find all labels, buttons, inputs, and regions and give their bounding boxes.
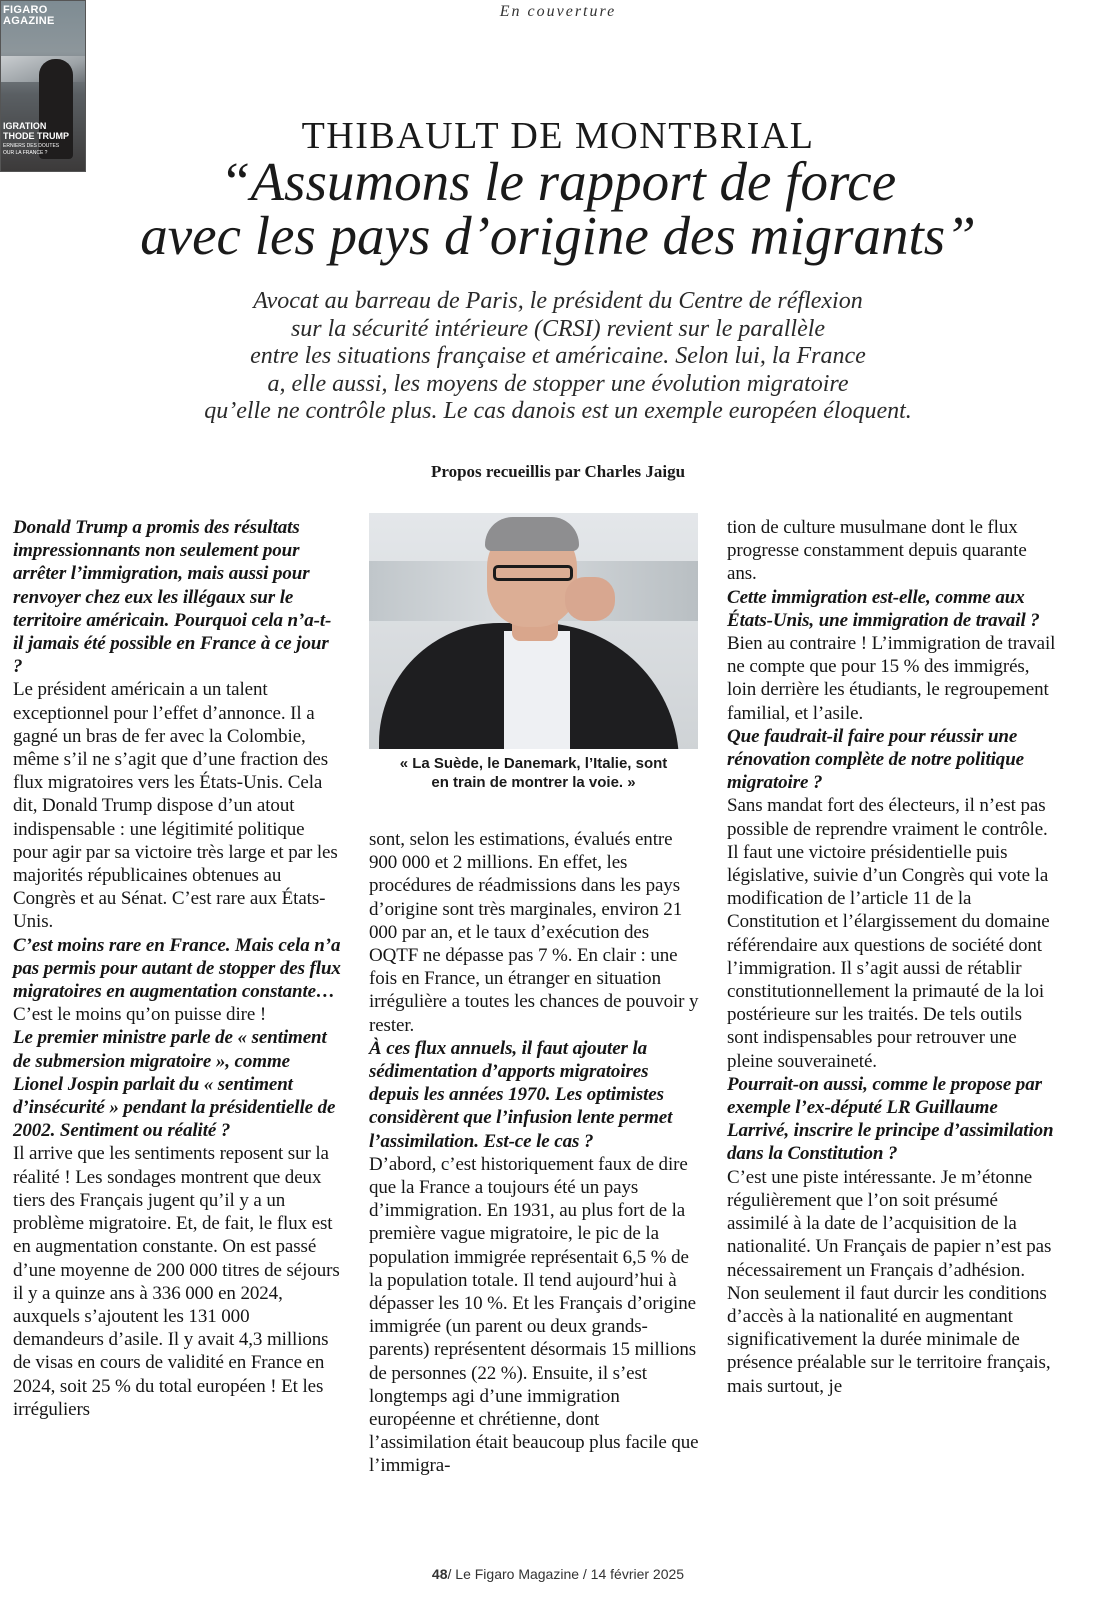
standfirst-line: a, elle aussi, les moyens de stopper une évolution migratoire xyxy=(267,370,849,397)
answer-paragraph: Le président américain a un talent exceptionnel pour l’effet d’annonce. Il a gagné un bras de fer avec la Colombie, même s’il ne s’agit que d’une fraction des flux migratoires vers les États-Unis. Cela dit, Donald Trump dispose d’un atout indispensable : une légitimité politique pour agir par sa victoire très large et par les majorités républicaines obtenues au Congrès et au Sénat. C’est rare aux États-Unis. xyxy=(13,679,338,933)
cover-headline-1: IGRATION xyxy=(3,121,47,131)
photo-caption xyxy=(369,754,698,792)
title-line: “Assumons le rapport de force xyxy=(219,151,897,212)
question-paragraph: Donald Trump a promis des résultats impressionnants non seulement pour arrêter l’immigration, mais aussi pour renvoyer chez eux les illégaux sur le territoire américain. Pourquoi cela n’a-t-il jamais été possible en France à ce jour ? xyxy=(13,517,332,678)
question-paragraph: C’est moins rare en France. Mais cela n’a pas permis pour autant de stopper des flux migratoires en augmentation constante… xyxy=(13,934,341,1003)
cover-subline-2: OUR LA FRANCE ? xyxy=(3,150,48,156)
answer-paragraph: tion de culture musulmane dont le flux progresse constamment depuis quarante ans. xyxy=(727,517,1027,585)
answer-paragraph: D’abord, c’est historiquement faux de dire que la France a toujours été un pays d’immigration. En 1931, au plus fort de la première vague migratoire, le pic de la population immigrée représentait 6,5 % de la population totale. Il tend aujourd’hui à dépasser les 10 %. Et les Français d’origine immigrée (un parent ou deux grands-parents) représentent désormais 15 millions de personnes (22 %). Ensuite, il s’est longtemps agi d’une immigration européenne et chrétienne, dont l’assimilation était beaucoup plus facile que l’immigra- xyxy=(369,1153,699,1477)
section-rubric: En couverture xyxy=(499,3,617,20)
answer-paragraph: C’est une piste intéressante. Je m’étonne régulièrement que l’on soit présumé assimilé à la date de l’acquisition de la nationalité. Un Français de papier n’est pas nécessairement un Français d’adhésion. Non seulement il faut durcir les conditions d’accès à la nationalité en augmentant significativement la durée minimale de présence préalable sur le territoire français, mais surtout, je xyxy=(727,1166,1052,1397)
question-paragraph: Que faudrait-il faire pour réussir une rénovation complète de notre politique migratoire ? xyxy=(727,725,1025,794)
answer-paragraph: Sans mandat fort des électeurs, il n’est pas possible de reprendre vraiment le contrôle. Il faut une victoire présidentielle puis législative, suivie d’un Congrès qui vote la modification de l’article 11 de la Constitution et l’élargissement du domaine référendaire aux questions de société dont l’immigration. Il s’agit aussi de rétablir constitutionnellement la primauté de la loi postérieure sur les traités. De tels outils sont indispensables pour retrouver une pleine souveraineté. xyxy=(727,795,1050,1072)
question-paragraph: Pourrait-on aussi, comme le propose par exemple l’ex-député LR Guillaume Larrivé, inscrire le principe d’assimilation dans la Constitution ? xyxy=(727,1073,1054,1165)
answer-paragraph: sont, selon les estimations, évalués entre 900 000 et 2 millions. En effet, les procédures de réadmissions dans les pays d’origine sont très marginales, environ 21 000 par an, et le taux d’exécution des OQTF ne dépasse pas 7 %. En clair : une fois en France, un étranger en situation irrégulière a toutes les chances de pouvoir y rester. xyxy=(369,829,699,1036)
page-footer xyxy=(0,1566,1116,1582)
publication-info: / Le Figaro Magazine / 14 février 2025 xyxy=(447,1566,685,1582)
cover-subline-1: ERNIERS DES DOUTES xyxy=(3,143,60,149)
standfirst-line: Avocat au barreau de Paris, le président du Centre de réflexion xyxy=(253,288,863,314)
photo-hand xyxy=(565,577,615,621)
photo-glasses xyxy=(493,565,573,581)
question-paragraph: Cette immigration est-elle, comme aux États-Unis, une immigration de travail ? xyxy=(727,586,1040,631)
question-paragraph: Le premier ministre parle de « sentiment de submersion migratoire », comme Lionel Jospin parlait du « sentiment d’insécurité » pendant la présidentielle de 2002. Sentiment ou réalité ? xyxy=(13,1027,336,1142)
title-line: avec les pays d’origine des migrants” xyxy=(140,205,976,266)
standfirst-line: sur la sécurité intérieure (CRSI) revient sur le parallèle xyxy=(290,315,826,342)
caption-line: en train de montrer la voie. » xyxy=(431,774,636,791)
cover-masthead: FIGARO AGAZINE xyxy=(3,4,55,27)
portrait-photo xyxy=(369,513,698,749)
byline: Propos recueillis par Charles Jaigu xyxy=(430,462,686,481)
text-column-3 xyxy=(727,516,1057,1398)
standfirst-line: entre les situations française et américaine. Selon lui, la France xyxy=(250,343,866,369)
photo-shirt xyxy=(504,631,570,749)
question-paragraph: À ces flux annuels, il faut ajouter la sédimentation d’apports migratoires depuis les années 1970. Les optimistes considèrent que l’infusion lente permet l’assimilation. Est-ce le cas ? xyxy=(369,1037,673,1152)
cover-headline-2: THODE TRUMP xyxy=(3,131,69,141)
text-column-2 xyxy=(369,828,699,1478)
article-standfirst xyxy=(0,288,1116,426)
standfirst-line: qu’elle ne contrôle plus. Le cas danois est un exemple européen éloquent. xyxy=(204,398,912,424)
page-number: 48 xyxy=(431,1566,448,1582)
photo-hair xyxy=(485,517,579,551)
answer-paragraph: C’est le moins qu’on puisse dire ! xyxy=(13,1004,267,1026)
caption-line: « La Suède, le Danemark, l’Italie, sont xyxy=(399,755,668,772)
interviewee-name: THIBAULT DE MONTBRIAL xyxy=(301,115,815,157)
answer-paragraph: Il arrive que les sentiments reposent sur la réalité ! Les sondages montrent que deux tiers des Français jugent qu’il y a un problème migratoire. Et, de fait, le flux est en augmentation constante. On est passé d’une moyenne de 200 000 titres de séjours il y a quinze ans à 336 000 en 2024, auxquels s’ajoutent les 131 000 demandeurs d’asile. Il y avait 4,3 millions de visas en cours de validité en France en 2024, soit 25 % du total européen ! Et les irréguliers xyxy=(13,1143,340,1420)
text-column-1 xyxy=(13,516,341,1421)
answer-paragraph: Bien au contraire ! L’immigration de travail ne compte que pour 15 % des immigrés, loin derrière les étudiants, le regroupement familial, et l’asile. xyxy=(727,633,1056,724)
